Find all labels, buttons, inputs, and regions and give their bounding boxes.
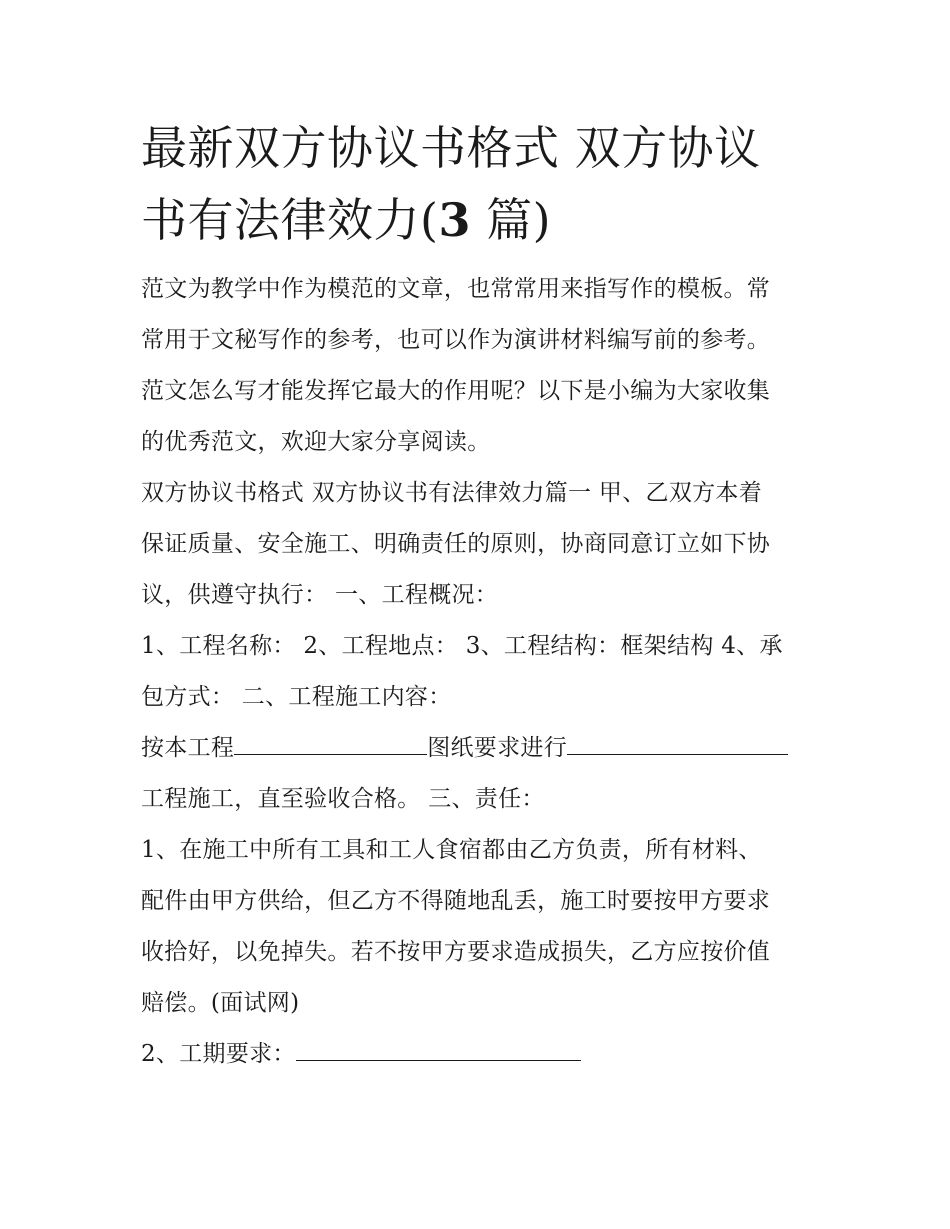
document-title [141, 112, 816, 256]
paragraph-line: 赔偿。(面试网) [141, 990, 300, 1016]
paragraph-line: 双方协议书格式 双方协议书有法律效力篇一 甲、乙双方本着 [141, 480, 763, 506]
title-line-2-prefix: 书有法律效力( [141, 193, 439, 247]
paragraph-line: 包方式： 二、工程施工内容： [141, 684, 452, 710]
paragraph-line: 1、在施工中所有工具和工人食宿都由乙方负责，所有材料、 [141, 837, 762, 863]
paragraph-line: 工程施工，直至验收合格。 三、责任： [141, 786, 545, 812]
paragraph-line: 配件由甲方供给，但乙方不得随地乱丢，施工时要按甲方要求 [141, 888, 771, 914]
paragraph-line: 1、工程名称： 2、工程地点： 3、工程结构：框架结构 4、承 [141, 633, 783, 659]
title-count: 3 [438, 193, 471, 247]
paragraph-line: 范文怎么写才能发挥它最大的作用呢？以下是小编为大家收集 [141, 378, 771, 404]
document-content [141, 112, 816, 1080]
blank-underline [567, 734, 788, 755]
fill-in-middle: 图纸要求进行 [427, 735, 568, 761]
paragraph-line: 常用于文秘写作的参考，也可以作为演讲材料编写前的参考。 [141, 327, 771, 353]
blank-underline [296, 1040, 581, 1061]
paragraph-line: 议，供遵守执行： 一、工程概况： [141, 582, 499, 608]
title-line-2-suffix: 篇) [470, 193, 552, 247]
title-line-1: 最新双方协议书格式 双方协议 [141, 121, 761, 175]
fill-in-prefix: 2、工期要求： [141, 1041, 296, 1067]
blank-underline [234, 734, 427, 755]
fill-in-line-scope [141, 723, 816, 774]
fill-in-prefix: 按本工程 [141, 735, 235, 761]
paragraph-line: 范文为教学中作为模范的文章，也常常用来指写作的模板。常 [141, 276, 771, 302]
paragraph-line: 保证质量、安全施工、明确责任的原则，协商同意订立如下协 [141, 531, 771, 557]
paragraph-line: 的优秀范文，欢迎大家分享阅读。 [141, 429, 491, 455]
fill-in-line-schedule [141, 1029, 816, 1080]
paragraph-line: 收拾好，以免掉失。若不按甲方要求造成损失，乙方应按价值 [141, 939, 771, 965]
